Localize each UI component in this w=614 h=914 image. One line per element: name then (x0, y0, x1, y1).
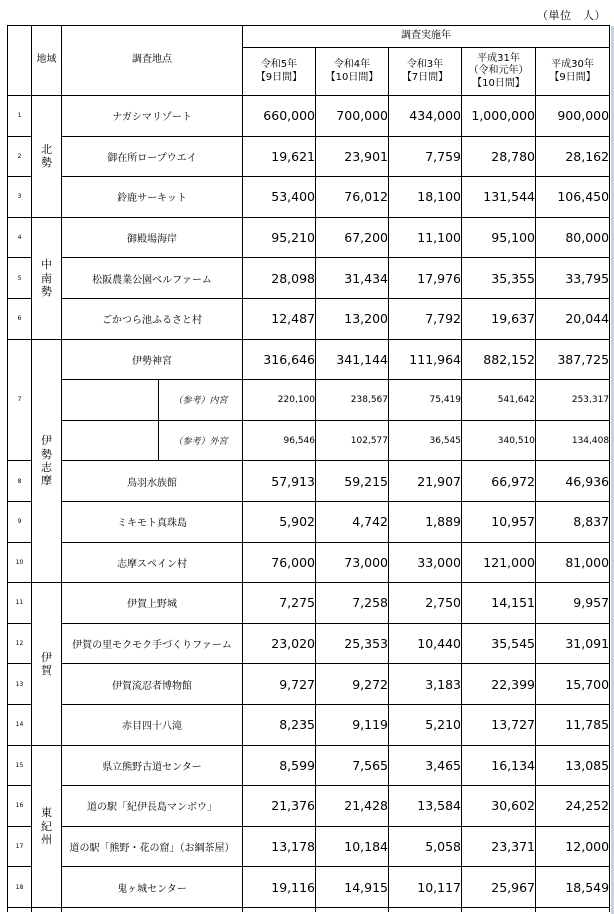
sub-row-label: （参考）外宮 (159, 420, 243, 461)
value-cell: 13,085 (536, 745, 610, 786)
value-cell: 11,785 (536, 704, 610, 745)
value-cell: 8,837 (536, 501, 610, 542)
value-cell: 700,000 (316, 96, 389, 137)
region-higashikishu: 東紀州 (32, 745, 62, 907)
value-cell: 10,957 (462, 501, 536, 542)
value-cell: 28,162 (536, 136, 610, 177)
value-cell: 134,408 (536, 420, 610, 461)
header-no (8, 26, 32, 96)
value-cell: 13,727 (462, 704, 536, 745)
value-cell: 30,602 (462, 786, 536, 827)
header-year-h31: 平成31年 （令和元年） 【10日間】 (462, 48, 536, 96)
row-number: 1 (8, 96, 32, 137)
value-cell: 10,440 (389, 623, 462, 664)
value-cell: 46,936 (536, 461, 610, 502)
value-cell: 53,400 (243, 177, 316, 218)
value-cell: 17,976 (389, 258, 462, 299)
value-cell: 10,184 (316, 826, 389, 867)
location-name: 道の駅「紀伊長島マンボウ」 (62, 786, 243, 827)
location-name: 道の駅「熊野・花の窟」（お綱茶屋） (62, 826, 243, 867)
table-row (8, 96, 610, 137)
value-cell: 14,151 (462, 583, 536, 624)
location-name: 御殿場海岸 (62, 217, 243, 258)
table-row (8, 745, 610, 786)
value-cell: 19,116 (243, 867, 316, 908)
unit-label: （単位 人） (537, 9, 606, 22)
location-name: 伊賀上野城 (62, 583, 243, 624)
table-row (8, 786, 610, 827)
value-cell: 9,727 (243, 664, 316, 705)
value-cell: 102,577 (316, 420, 389, 461)
value-cell: 25,353 (316, 623, 389, 664)
row-number: 9 (8, 501, 32, 542)
header-location: 調査地点 (62, 26, 243, 96)
header-region: 地域 (32, 26, 62, 96)
value-cell: 660,000 (243, 96, 316, 137)
table-row (8, 461, 610, 502)
visitor-statistics-table (7, 25, 610, 912)
value-cell: 19,621 (243, 136, 316, 177)
row-number: 17 (8, 826, 32, 867)
table-row (8, 583, 610, 624)
value-cell: 387,725 (536, 339, 610, 380)
value-cell: 541,642 (462, 380, 536, 421)
value-cell: 3,465 (389, 745, 462, 786)
value-cell: 23,901 (316, 136, 389, 177)
value-cell: 76,000 (243, 542, 316, 583)
value-cell: 76,012 (316, 177, 389, 218)
value-cell: 900,000 (536, 96, 610, 137)
value-cell: 81,000 (536, 542, 610, 583)
value-cell: 5,210 (389, 704, 462, 745)
value-cell: 253,317 (536, 380, 610, 421)
table-row (8, 380, 610, 421)
value-cell: 7,565 (316, 745, 389, 786)
table-row (8, 542, 610, 583)
location-name: 県立熊野古道センター (62, 745, 243, 786)
table-row (8, 664, 610, 705)
value-cell: 23,020 (243, 623, 316, 664)
table-row (8, 623, 610, 664)
location-name: 赤目四十八滝 (62, 704, 243, 745)
location-name: 御在所ロープウエイ (62, 136, 243, 177)
value-cell: 13,584 (389, 786, 462, 827)
value-cell: 340,510 (462, 420, 536, 461)
value-cell: 10,117 (389, 867, 462, 908)
row-number: 18 (8, 867, 32, 908)
row-number: 14 (8, 704, 32, 745)
table-row (8, 420, 610, 461)
row-number: 12 (8, 623, 32, 664)
row-number: 11 (8, 583, 32, 624)
location-name: ナガシマリゾート (62, 96, 243, 137)
row-number: 5 (8, 258, 32, 299)
value-cell: 13,178 (243, 826, 316, 867)
value-cell: 131,544 (462, 177, 536, 218)
value-cell: 95,100 (462, 217, 536, 258)
table-row (8, 501, 610, 542)
row-number: 7 (8, 339, 32, 461)
value-cell: 7,258 (316, 583, 389, 624)
value-cell: 121,000 (462, 542, 536, 583)
value-cell: 1,889 (389, 501, 462, 542)
value-cell: 57,913 (243, 461, 316, 502)
value-cell: 33,795 (536, 258, 610, 299)
location-name: 鈴鹿サーキット (62, 177, 243, 218)
value-cell: 31,434 (316, 258, 389, 299)
sub-row-label: （参考）内宮 (159, 380, 243, 421)
table-row (8, 217, 610, 258)
value-cell: 28,098 (243, 258, 316, 299)
row-number: 10 (8, 542, 32, 583)
value-cell: 28,780 (462, 136, 536, 177)
value-cell: 73,000 (316, 542, 389, 583)
value-cell: 9,957 (536, 583, 610, 624)
value-cell: 3,183 (389, 664, 462, 705)
header-year-r3: 令和3年 【7日間】 (389, 48, 462, 96)
region-iga: 伊賀 (32, 583, 62, 745)
row-number: 4 (8, 217, 32, 258)
value-cell: 18,549 (536, 867, 610, 908)
row-number: 15 (8, 745, 32, 786)
value-cell: 67,200 (316, 217, 389, 258)
value-cell: 13,200 (316, 298, 389, 339)
value-cell: 882,152 (462, 339, 536, 380)
value-cell: 96,546 (243, 420, 316, 461)
value-cell: 316,646 (243, 339, 316, 380)
location-name: 志摩スペイン村 (62, 542, 243, 583)
row-number: 3 (8, 177, 32, 218)
table-row-continuation (8, 907, 610, 912)
value-cell: 16,134 (462, 745, 536, 786)
table-row (8, 867, 610, 908)
header-survey-years: 調査実施年 (243, 26, 610, 48)
value-cell: 21,428 (316, 786, 389, 827)
value-cell: 8,599 (243, 745, 316, 786)
value-cell: 11,100 (389, 217, 462, 258)
value-cell: 12,000 (536, 826, 610, 867)
value-cell: 5,058 (389, 826, 462, 867)
value-cell: 36,545 (389, 420, 462, 461)
value-cell: 35,355 (462, 258, 536, 299)
row-number: 6 (8, 298, 32, 339)
value-cell: 20,044 (536, 298, 610, 339)
value-cell: 341,144 (316, 339, 389, 380)
table-row (8, 177, 610, 218)
value-cell: 95,210 (243, 217, 316, 258)
value-cell: 2,750 (389, 583, 462, 624)
sub-row-indent (62, 420, 159, 461)
sub-row-indent (62, 380, 159, 421)
value-cell: 238,567 (316, 380, 389, 421)
location-name: 松阪農業公園ベルファーム (62, 258, 243, 299)
location-name: ミキモト真珠島 (62, 501, 243, 542)
value-cell: 8,235 (243, 704, 316, 745)
value-cell: 12,487 (243, 298, 316, 339)
table-row (8, 826, 610, 867)
table-row (8, 258, 610, 299)
value-cell: 15,700 (536, 664, 610, 705)
location-name: ごかつら池ふるさと村 (62, 298, 243, 339)
value-cell: 111,964 (389, 339, 462, 380)
row-number: 2 (8, 136, 32, 177)
row-number: 16 (8, 786, 32, 827)
value-cell: 220,100 (243, 380, 316, 421)
value-cell: 21,376 (243, 786, 316, 827)
value-cell: 9,272 (316, 664, 389, 705)
value-cell: 7,759 (389, 136, 462, 177)
value-cell: 7,275 (243, 583, 316, 624)
value-cell: 35,545 (462, 623, 536, 664)
value-cell: 106,450 (536, 177, 610, 218)
location-name: 伊勢神宮 (62, 339, 243, 380)
table-row (8, 339, 610, 380)
value-cell: 31,091 (536, 623, 610, 664)
value-cell: 1,000,000 (462, 96, 536, 137)
value-cell: 19,637 (462, 298, 536, 339)
value-cell: 14,915 (316, 867, 389, 908)
value-cell: 66,972 (462, 461, 536, 502)
header-year-h30: 平成30年 【9日間】 (536, 48, 610, 96)
region-iseshima: 伊勢志摩 (32, 339, 62, 583)
value-cell: 80,000 (536, 217, 610, 258)
location-name: 伊賀の里モクモク手づくりファーム (62, 623, 243, 664)
value-cell: 9,119 (316, 704, 389, 745)
row-number: 8 (8, 461, 32, 502)
value-cell: 5,902 (243, 501, 316, 542)
region-hokusei: 北勢 (32, 96, 62, 218)
row-number: 13 (8, 664, 32, 705)
value-cell: 24,252 (536, 786, 610, 827)
value-cell: 25,967 (462, 867, 536, 908)
header-year-r4: 令和4年 【10日間】 (316, 48, 389, 96)
location-name: 伊賀流忍者博物館 (62, 664, 243, 705)
value-cell: 7,792 (389, 298, 462, 339)
value-cell: 22,399 (462, 664, 536, 705)
table-row (8, 704, 610, 745)
value-cell: 23,371 (462, 826, 536, 867)
value-cell: 59,215 (316, 461, 389, 502)
value-cell: 75,419 (389, 380, 462, 421)
table-row (8, 298, 610, 339)
value-cell: 33,000 (389, 542, 462, 583)
header-year-r5: 令和5年 【9日間】 (243, 48, 316, 96)
value-cell: 4,742 (316, 501, 389, 542)
table-row (8, 136, 610, 177)
region-chunansei: 中南勢 (32, 217, 62, 339)
location-name: 鬼ヶ城センター (62, 867, 243, 908)
value-cell: 18,100 (389, 177, 462, 218)
location-name: 鳥羽水族館 (62, 461, 243, 502)
value-cell: 21,907 (389, 461, 462, 502)
value-cell: 434,000 (389, 96, 462, 137)
